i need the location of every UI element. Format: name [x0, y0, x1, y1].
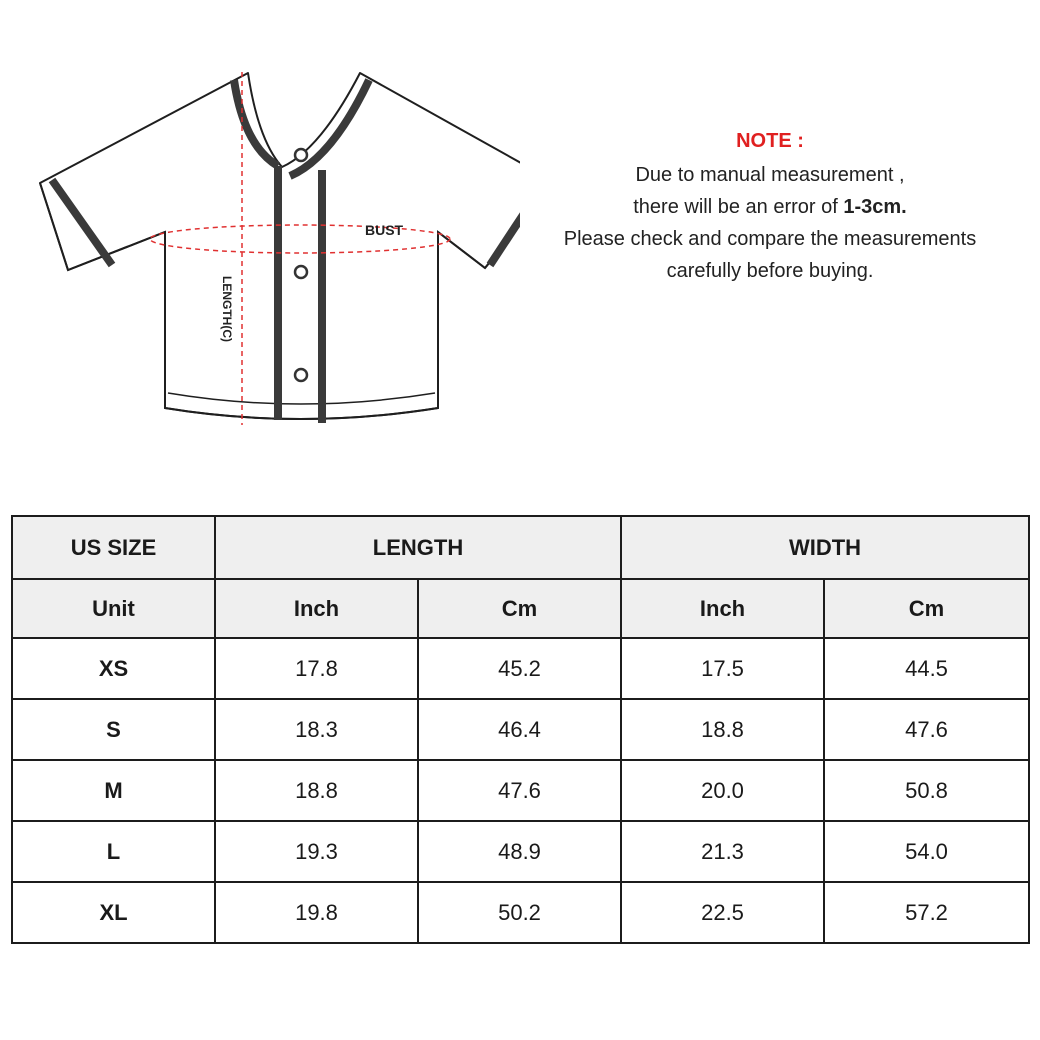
- width-cm-cell: 57.2: [824, 882, 1029, 943]
- note-block: [530, 125, 1010, 287]
- length-inch-cell: 18.8: [215, 760, 418, 821]
- header-width-inch: Inch: [621, 579, 824, 638]
- jersey-diagram: [20, 50, 520, 450]
- note-line-3: Please check and compare the measurements: [563, 228, 977, 250]
- header-unit: Unit: [12, 579, 215, 638]
- table-row: [12, 638, 1029, 699]
- length-cm-cell: 47.6: [418, 760, 621, 821]
- width-inch-cell: 20.0: [621, 760, 824, 821]
- table-row: [12, 760, 1029, 821]
- header-width: WIDTH: [621, 516, 1029, 579]
- note-error-range: 1-3cm.: [843, 196, 907, 218]
- length-cm-cell: 50.2: [418, 882, 621, 943]
- width-cm-cell: 54.0: [824, 821, 1029, 882]
- note-line-2: [530, 191, 1010, 223]
- length-inch-cell: 17.8: [215, 638, 418, 699]
- table-row: [12, 699, 1029, 760]
- length-inch-cell: 19.3: [215, 821, 418, 882]
- table-header-row: [12, 516, 1029, 579]
- table-unit-row: [12, 579, 1029, 638]
- length-inch-cell: 19.8: [215, 882, 418, 943]
- width-inch-cell: 21.3: [621, 821, 824, 882]
- table-row: [12, 882, 1029, 943]
- jersey-illustration: [20, 50, 520, 450]
- header-length-cm: Cm: [418, 579, 621, 638]
- note-line-4: carefully before buying.: [666, 260, 874, 282]
- button-1: [295, 149, 307, 161]
- length-cm-cell: 48.9: [418, 821, 621, 882]
- table-row: [12, 821, 1029, 882]
- length-cm-cell: 45.2: [418, 638, 621, 699]
- bust-label: BUST: [365, 222, 404, 238]
- size-cell: XS: [12, 638, 215, 699]
- button-3: [295, 369, 307, 381]
- header-us-size: US SIZE: [12, 516, 215, 579]
- button-2: [295, 266, 307, 278]
- size-cell: M: [12, 760, 215, 821]
- note-line-1: Due to manual measurement ,: [635, 164, 905, 186]
- size-cell: L: [12, 821, 215, 882]
- length-label: LENGTH(C): [220, 276, 234, 342]
- size-cell: XL: [12, 882, 215, 943]
- size-chart-table: [11, 515, 1030, 944]
- size-cell: S: [12, 699, 215, 760]
- header-length: LENGTH: [215, 516, 621, 579]
- width-inch-cell: 22.5: [621, 882, 824, 943]
- header-width-cm: Cm: [824, 579, 1029, 638]
- header-length-inch: Inch: [215, 579, 418, 638]
- width-cm-cell: 50.8: [824, 760, 1029, 821]
- width-inch-cell: 17.5: [621, 638, 824, 699]
- length-inch-cell: 18.3: [215, 699, 418, 760]
- width-cm-cell: 44.5: [824, 638, 1029, 699]
- width-cm-cell: 47.6: [824, 699, 1029, 760]
- note-title: NOTE :: [736, 130, 804, 152]
- note-line-2-prefix: there will be an error of: [633, 196, 844, 218]
- length-cm-cell: 46.4: [418, 699, 621, 760]
- width-inch-cell: 18.8: [621, 699, 824, 760]
